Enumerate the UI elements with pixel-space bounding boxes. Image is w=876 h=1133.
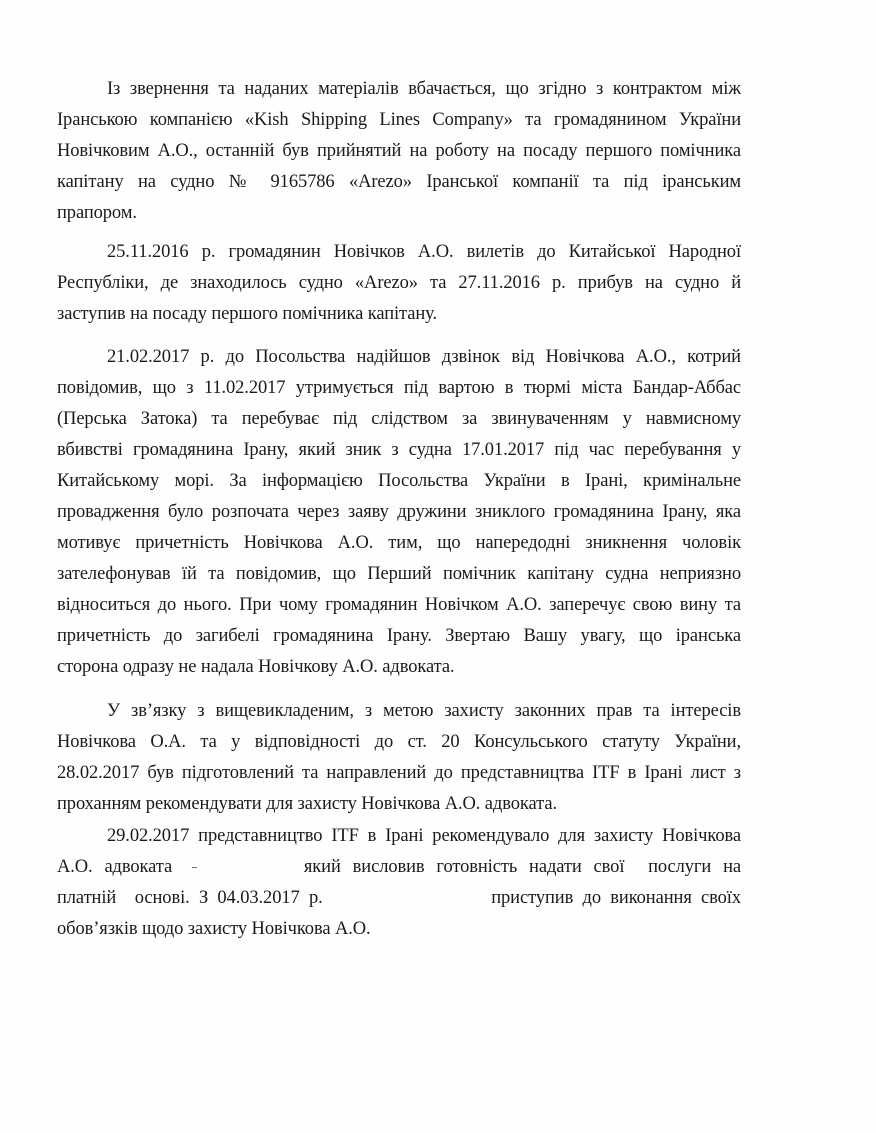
text-line: вбивстві громадянина Ірану, який зник з судна 17.01.2017 під час перебування у bbox=[57, 440, 741, 460]
text-line: Китайському морі. За інформацією Посольства України в Ірані, кримінальне bbox=[57, 471, 741, 491]
text-line: Республіки, де знаходилось судно «Arezo» та 27.11.2016 р. прибув на судно й bbox=[57, 273, 741, 293]
text-line: обов’язків щодо захисту Новічкова А.О. bbox=[57, 919, 371, 939]
text-line: У зв’язку з вищевикладеним, з метою захисту законних прав та інтересів bbox=[107, 701, 741, 721]
redaction-artifact bbox=[192, 867, 197, 868]
paragraph-detention bbox=[57, 342, 741, 683]
text-line: сторона одразу не надала Новічкову А.О. адвоката. bbox=[57, 657, 455, 677]
redacted-name bbox=[184, 852, 292, 883]
text-segment: А.О. адвоката bbox=[57, 857, 173, 877]
text-line: Новічковим А.О., останній був прийнятий на роботу на посаду першого помічника bbox=[57, 141, 741, 161]
text-line: 29.02.2017 представництво ITF в Ірані рекомендувало для захисту Новічкова bbox=[107, 826, 741, 846]
text-line: зателефонував їй та повідомив, що Перший помічник капітану судна неприязно bbox=[57, 564, 741, 584]
text-line: мотивує причетність Новічкова А.О. тим, що напередодні зникнення чоловік bbox=[57, 533, 741, 553]
text-segment: приступив до виконання своїх bbox=[491, 888, 741, 908]
text-line: Новічкова О.А. та у відповідності до ст. 20 Консульського статуту України, bbox=[57, 732, 741, 752]
text-line: Іранською компанією «Kish Shipping Lines Company» та громадянином України bbox=[57, 110, 741, 130]
text-segment: платній основі. З 04.03.2017 р. bbox=[57, 888, 323, 908]
paragraph-departure bbox=[57, 237, 741, 330]
text-line: повідомив, що з 11.02.2017 утримується під вартою в тюрмі міста Бандар-Аббас bbox=[57, 378, 741, 398]
text-segment: який висловив готовність надати свої послуги на bbox=[303, 857, 741, 877]
text-line: відноситься до нього. При чому громадянин Новічком А.О. заперечує свою вину та bbox=[57, 595, 741, 615]
text-line bbox=[57, 852, 741, 883]
text-line: проханням рекомендувати для захисту Новічкова А.О. адвоката. bbox=[57, 794, 557, 814]
text-line: 28.02.2017 був підготовлений та направлений до представництва ITF в Ірані лист з bbox=[57, 763, 741, 783]
text-line: 21.02.2017 р. до Посольства надійшов дзвінок від Новічкова А.О., котрий bbox=[107, 347, 741, 367]
text-line: Із звернення та наданих матеріалів вбачається, що згідно з контрактом між bbox=[107, 79, 741, 99]
paragraph-lawyer bbox=[57, 821, 741, 945]
text-line: причетність до загибелі громадянина Ірану. Звертаю Вашу увагу, що іранська bbox=[57, 626, 741, 646]
text-line bbox=[57, 883, 741, 914]
text-line: (Перська Затока) та перебуває під слідством за звинуваченням у навмисному bbox=[57, 409, 741, 429]
paragraph-contract bbox=[57, 74, 741, 229]
paragraph-consular-action bbox=[57, 696, 741, 820]
text-line: прапором. bbox=[57, 203, 137, 223]
text-line: 25.11.2016 р. громадянин Новічков А.О. вилетів до Китайської Народної bbox=[107, 242, 741, 262]
text-line: провадження було розпочата через заяву дружини зниклого громадянина Ірану, яка bbox=[57, 502, 741, 522]
text-line: заступив на посаду першого помічника капітану. bbox=[57, 304, 437, 324]
text-line: капітану на судно № 9165786 «Arezo» Іранської компанії та під іранським bbox=[57, 172, 741, 192]
